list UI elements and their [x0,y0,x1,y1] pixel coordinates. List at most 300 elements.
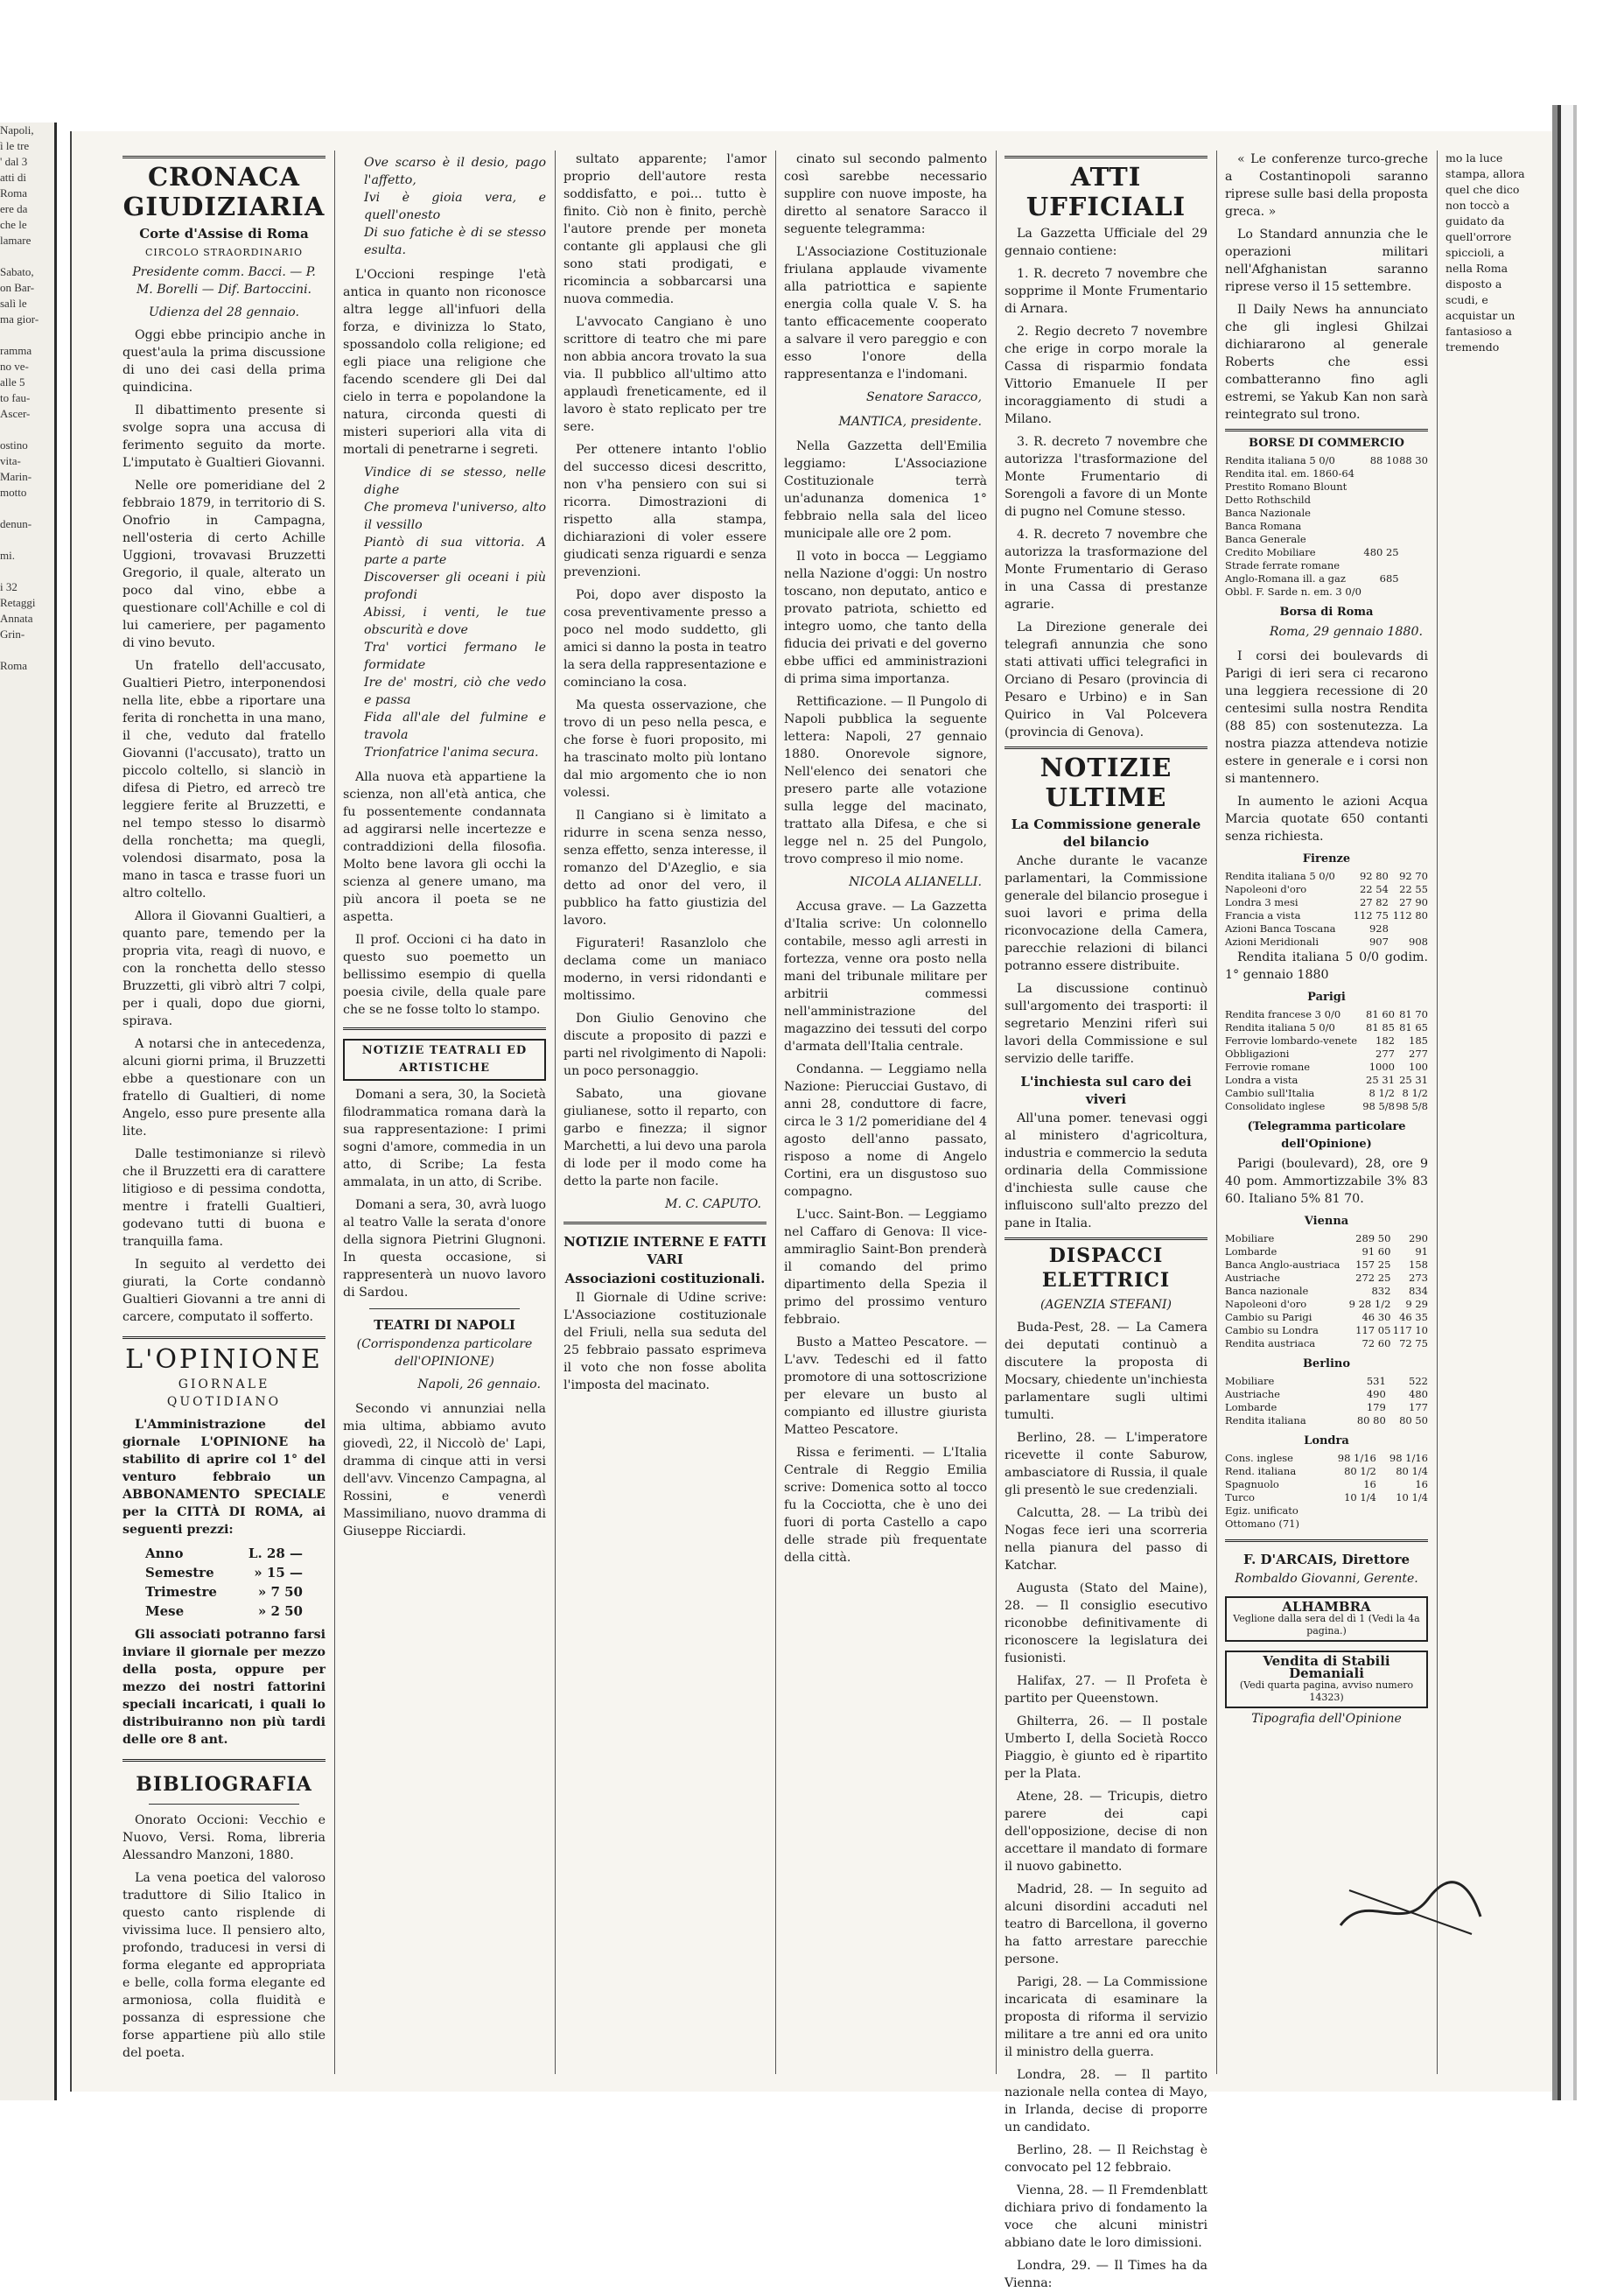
quote-value: 522 [1409,1375,1428,1387]
quote-value: 22 55 [1399,883,1428,895]
quote-value: 81 85 [1366,1021,1395,1034]
quote-value: 92 80 [1359,870,1389,882]
fragment-line: lamare [0,234,32,247]
quote-value: 80 50 [1399,1414,1428,1426]
circolo-label: CIRCOLO STRAORDINARIO [144,247,304,258]
paragraph: I corsi dei boulevards di Parigi di ieri sera ci recarono una leggiera recessione di 20 centesimi sulla nostra Rendita (88 85) con sostenutezza. La nostra piazza attendeva notizie estere in generale e i corsi non si mantennero. [1225,649,1428,786]
quote-value: 22 54 [1359,883,1389,895]
quote-value: 16 [1363,1478,1376,1490]
text-line: acquistar un [1446,309,1516,322]
borse-row [1225,467,1428,480]
borse-row [1225,585,1428,599]
security-name: Obbl. F. Sarde n. em. 3 0/0 [1225,585,1362,598]
paragraph: Dalle testimonianze si rilevò che il Bruzzetti era di carattere litigioso e di pessima condotta, mentre i fratelli Gualtieri, godevano tutti di buona e tranquilla fama. [122,1147,326,1249]
quote-value: 98 1/16 [1389,1452,1428,1464]
column-rule [996,151,997,2074]
paragraph: Allora il Giovanni Gualtieri, a quanto pare, temendo per la propria vita, reagì di nuovo, e con la ronchetta dello stesso Bruzzetti, gli vibrò altri 7 colpi, per i quali, dopo due giorni, spirava. [122,909,326,1028]
quote-value [1363,467,1399,480]
paragraph: Sabato, una giovane giulianese, sotto il reparto, con garbo e finezza; il signor Marchetti, a lui devo una parola di lode per il modo come ha detto la parte non facile. [564,1087,766,1188]
borse-row [1225,559,1428,572]
quote-value: 92 70 [1399,870,1428,882]
parigi-row [1225,1008,1428,1021]
paragraph: L'avvocato Cangiano è uno scrittore di teatro che mi pare non abbia ancora trovato la sua via. Il pubblico all'ultimo atto applaudì freneticamente, ed il lavoro è stato replicato per tre sere. [564,315,766,434]
dispatch: Londra, 29. — Il Times ha da Vienna: [1004,2259,1208,2290]
signature: Senatore Saracco, [865,390,982,404]
alhambra-ad: ALHAMBRA Veglione dalla sera del dì 1 (Vedi la 4a pagina.) [1225,1596,1428,1642]
quote-value: 91 60 [1362,1245,1391,1258]
quote-value: 100 [1409,1061,1428,1073]
borse-row [1225,546,1428,559]
price-row: Trimestre » 7 50 [145,1584,303,1600]
quote-value [1399,533,1428,546]
paragraph: In seguito al verdetto dei giurati, la Corte condannò Gualtieri Giovanni a tre anni di carcere, computato il sofferto. [122,1258,326,1324]
quote-value [1363,559,1399,572]
vienna-row [1225,1232,1428,1245]
quote-value: 289 50 [1355,1232,1391,1244]
firenze-table [1225,870,1428,949]
paragraph: Il Cangiano si è limitato a ridurre in scena senza nesso, senza effetto, senza interesse, il romanzo del D'Azeglio, e sia detto ad onor del vero, il pubblico ha fatto giustizia del lavoro. [564,809,766,928]
paragraph: 2. Regio decreto 7 novembre che erige in corpo morale la Cassa di risparmio fondata Vittorio Emanuele II per incoraggiamento di studi a Milano. [1004,325,1208,426]
dispatch: Londra, 28. — Il partito nazionale nella contea di Mayo, in Irlanda, decise di proporre un candidato. [1004,2068,1208,2134]
borse-row [1225,533,1428,546]
quote-value: 46 30 [1362,1311,1391,1323]
borse-row [1225,572,1428,585]
quote-value: 832 [1371,1285,1391,1297]
fragment-line: on Bar- [0,281,35,294]
security-name: Rendita italiana 5 0/0 [1225,870,1335,882]
security-name: Cambio su Parigi [1225,1311,1312,1323]
security-name: Ottomano (71) [1225,1517,1299,1530]
verse-quote: Vindice di se stesso, nelle dighe Che promeva l'universo, alto il vessillo Piantò di sua vittoria. A parte a parte Discoverser gli oceani i più profondi Abissi, i venti, le tue obscurità e dove Tra' vortici fermano le formidate Ire de' mostri, ciò che vedo e passa Fida all'ale del fulmine e travola Trionfatrice l'anima secura. [364,466,546,760]
column-3 [564,151,766,2074]
dispatch: Madrid, 28. — In seguito ad alcuni disordini accaduti nel teatro di Barcellona, il governo ha fatto arrestare parecchie persone. [1004,1882,1208,1966]
londra-table [1225,1452,1428,1531]
security-name: Rendita italiana [1225,1414,1306,1426]
dispatch: Calcutta, 28. — La tribù dei Nogas fece ieri una scorreria nella pianura del passo di Katchar. [1004,1506,1208,1573]
paragraph: 4. R. decreto 7 novembre che autorizza la trasformazione del Monte Frumentario di Geraso in una Cassa di prestanze agrarie. [1004,528,1208,612]
dispacci-heading: DISPACCI ELETTRICI [1004,1237,1208,1293]
security-name: Egiz. unificato [1225,1504,1298,1517]
fragment-line [0,642,54,658]
text-line: quell'orrore [1446,230,1512,243]
londra-row [1225,1478,1428,1491]
fragment-line: Retaggi [0,596,36,609]
security-name: Banca Generale [1225,533,1306,545]
paragraph: cinato sul secondo palmento così sarebbe necessario supplire con nuove imposte, ha diretto al senatore Saracco il seguente telegramma: [784,152,987,236]
quote-value: 480 [1409,1388,1428,1400]
vienna-table [1225,1232,1428,1350]
borse-heading: BORSE DI COMMERCIO [1225,429,1428,452]
borsa-roma-date: Roma, 29 gennaio 1880. [1269,625,1423,639]
dispatch: Atene, 28. — Tricupis, dietro parere dei capi dell'opposizione, decise di non accettare il mandato di formare il nuovo gabinetto. [1004,1790,1208,1874]
column-5 [1004,151,1208,2290]
cronaca-heading: CRONACA GIUDIZIARIA [122,156,326,221]
column-6 [1225,151,1428,2074]
paragraph: Don Giulio Genovino che discute a proposito di pazzi e parti nel rivolgimento di Napoli: un poco personaggio. [564,1012,766,1078]
quote-value: 10 1/4 [1344,1491,1376,1503]
quote-value: 490 [1366,1388,1386,1400]
fragment-line: i 32 [0,580,18,593]
quote-value: 46 35 [1399,1311,1428,1323]
paragraph: Busto a Matteo Pescatore. — L'avv. Tedeschi ed il fatto promotore di una sottoscrizione per elevare un busto al compianto ed illustre giurista Matteo Pescatore. [784,1335,987,1437]
firenze-row [1225,883,1428,896]
text-line: spiccioli, a [1446,246,1505,259]
paragraph: Accusa grave. — La Gazzetta d'Italia scrive: Un colonnello contabile, messo agli arresti in fortezza, venne ora posto nella mani del tribunale militare per arbitrii commessi nell'amministrazione del magazzino dei tessuti del corpo d'armata dell'Italia centrale. [784,900,987,1054]
vienna-row [1225,1272,1428,1285]
londra-row [1225,1465,1428,1478]
column-rule [1437,151,1438,2074]
paragraph: Rettificazione. — Il Pungolo di Napoli pubblica la seguente lettera: Napoli, 27 gennaio 1880. Onorevole signore, Nell'elenco dei senatori che presero parte alle votazione sulla legge del macinato, trattato alla Difesa, e che si legge nel n. 25 del Pungolo, trovo compreso il mio nome. [784,695,987,866]
security-name: Lombarde [1225,1245,1278,1258]
paragraph: Poi, dopo aver disposto la cosa preventivamente presso a poco nel modo suddetto, gli amici si danno la posta in teatro la sera della rappresentazione e cominciano la cosa. [564,588,766,690]
firenze-row [1225,909,1428,922]
vienna-row [1225,1337,1428,1350]
parigi-table [1225,1008,1428,1113]
paragraph: Ma questa osservazione, che trovo di un peso nella pesca, e che forse è fuori proposito, mi ha trascinato molto più lontano dal mio argomento che io non volessi. [564,698,766,800]
quote-value: 112 75 [1353,909,1389,922]
newspaper-page [70,131,1552,2290]
quote-value: 531 [1366,1375,1386,1387]
text-line: quel che dico [1446,183,1520,196]
court-name: Corte d'Assise di Roma [139,226,309,242]
security-name: Turco [1225,1491,1255,1503]
paragraph: Nella Gazzetta dell'Emilia leggiamo: L'Associazione Costituzionale terrà un'adunanza domenica 1° febbraio nella sala del liceo municipale alle ore 2 pom. [784,439,987,541]
quote-value: 88 10 [1369,454,1399,466]
berlino-row [1225,1401,1428,1414]
column-2 [343,151,546,2074]
fragment-line: Roma [0,186,28,200]
text-line: nella Roma [1446,262,1508,275]
quote-value [1399,507,1428,520]
quote-value [1399,585,1428,599]
bilancio-subheading: La Commissione generale del bilancio [1011,817,1201,850]
fragment-line [0,532,54,548]
fragment-line: ma gior- [0,312,39,326]
firenze-row [1225,896,1428,909]
fragment-line: denun- [0,517,32,530]
column-rule [555,151,556,2074]
quote-value: 72 60 [1362,1337,1391,1349]
quote-value: 27 82 [1359,896,1389,908]
paragraph: Il voto in bocca — Leggiamo nella Nazione d'oggi: Un nostro toscano, non deputato, antico e provato patriota, schietto ed integro uomo, che tanto della fiducia dei privati e del governo ebbe uffici ed amministrazioni di prima sima importanza. [784,550,987,686]
quote-value: 98 5/8 [1396,1100,1428,1112]
dispatch: Augusta (Stato del Maine), 28. — Il consiglio esecutivo riconobbe definitivamente di riconoscere la legislatura dei fusionisti. [1004,1581,1208,1665]
vienna-row [1225,1258,1428,1272]
price-row: Anno L. 28 — [145,1546,303,1561]
security-name: Londra a vista [1225,1074,1298,1086]
paragraph: Rissa e ferimenti. — L'Italia Centrale di Reggio Emilia scrive: Domenica sotto al tocco fu la Cocciotta, che è uno dei fuori di porta Castello a capo delle strade più frequentate della città. [784,1446,987,1565]
security-name: Credito Mobiliare [1225,546,1316,558]
quote-value: 80 1/4 [1396,1465,1428,1477]
signature: NICOLA ALIANELLI. [849,875,982,889]
parigi-row [1225,1074,1428,1087]
napoli-heading: TEATRI DI NAPOLI [374,1317,515,1333]
paragraph: sultato apparente; l'amor proprio dell'autore resta soddisfatto, e poi... tutto è finito. Ciò non è finito, perchè l'autore prende per moneta contante gli applausi che gli sono stati prodigati, e ricomincia a sobbarcarsi una nuova commedia. [564,152,766,306]
quote-value: 10 1/4 [1396,1491,1428,1503]
fragment-line: Annata [0,612,33,625]
quote-value: 25 31 [1366,1074,1395,1086]
londra-heading: Londra [1304,1434,1349,1447]
column-7-partial [1446,151,1549,2074]
fragment-line: mi. [0,549,15,562]
quote-value: 480 25 [1363,546,1399,558]
text-line: tremendo [1446,340,1500,354]
security-name: Londra 3 mesi [1225,896,1298,908]
vienna-heading: Vienna [1304,1215,1349,1228]
fragment-line: Sabato, [0,265,34,278]
berlino-table [1225,1375,1428,1427]
security-name: Prestito Romano Blount [1225,480,1348,493]
quote-value: 157 25 [1355,1258,1391,1271]
security-name: Ferrovie romane [1225,1061,1311,1073]
opinione-announce: L'Amministrazione del giornale L'OPINIONE ha stabilito di aprire col 1° del venturo febbraio un ABBONAMENTO SPECIALE per la CITTÀ DI ROMA, ai seguenti prezzi: [122,1418,326,1537]
quote-value: 98 5/8 [1362,1100,1395,1112]
column-rule [334,151,335,2074]
borse-row [1225,454,1428,467]
security-name: Azioni Banca Toscana [1225,922,1336,935]
security-name: Azioni Meridionali [1225,936,1320,948]
security-name: Detto Rothschild [1225,494,1311,506]
borse-row [1225,520,1428,533]
quote-value: 277 [1409,1048,1428,1060]
paragraph: Condanna. — Leggiamo nella Nazione: Pierucciai Gustavo, di anni 28, conduttore di facre, circa le 3 1/2 pomeridiane del 4 agosto dell'anno passato, risposo a nome di Angelo Cortini, era un disgustoso suo compagno. [784,1062,987,1199]
column-1 [122,151,326,2074]
fragment-line [0,564,54,579]
paragraph: Oggi ebbe principio anche in quest'aula la prima discussione di uno dei casi della prima quindicina. [122,328,326,395]
security-name: Rendita italiana 5 0/0 [1225,1021,1335,1034]
dispatch: Halifax, 27. — Il Profeta è partito per Queenstown. [1004,1674,1208,1706]
paragraph: Per ottenere intanto l'oblio del successo dicesi descritto, non v'ha pensiero con sui si ricorra. Dimostrazioni di rispetto alla stampa, dichiarazioni di voler essere giudicati senza riguardi e senza prevenzioni. [564,443,766,579]
fragment-line: alle 5 [0,375,25,389]
dispatch: Buda-Pest, 28. — La Camera dei deputati continuò a discutere la proposta di Mocsary, chiedente un'inchiesta parlamentare sugli ultimi tumulti. [1004,1321,1208,1422]
quote-value: 685 [1379,572,1399,585]
court-president: Presidente comm. Bacci. — P. M. Borelli — Dif. Bartoccini. [132,265,316,297]
price-row: Semestre » 15 — [145,1565,303,1581]
firenze-row [1225,922,1428,936]
quote-value [1399,467,1428,480]
cronaca-body [122,326,326,1326]
fragment-line [0,249,54,264]
parigi-row [1225,1100,1428,1113]
divider [369,1308,520,1309]
quote-value [1363,520,1399,533]
opinione-title: L'OPINIONE [125,1344,323,1375]
quote-value: 834 [1409,1285,1428,1297]
paragraph: Figurateri! Rasanzlolo che declama come un maniaco moderno, in versi ridondanti e moltissimo. [564,936,766,1003]
berlino-row [1225,1375,1428,1388]
paragraph: 3. R. decreto 7 novembre che autorizza l'trasformazione del Monte Frumentario di Sorengoli a favore di un Monte di pugno nel Comune stesso. [1004,435,1208,519]
quote-value: 185 [1409,1034,1428,1047]
dispatch: Ghilterra, 26. — Il postale Umberto I, della Società Rocco Piaggio, è giunto ed è ripartito per la Plata. [1004,1714,1208,1781]
quote-value [1363,585,1399,599]
text-line: disposto a [1446,277,1502,291]
inchiesta-subheading: L'inchiesta sul caro dei viveri [1020,1074,1192,1107]
security-name: Lombarde [1225,1401,1278,1413]
security-name: Banca Nazionale [1225,507,1311,519]
security-name: Rendita ital. em. 1860-64 [1225,467,1354,480]
vienna-row [1225,1298,1428,1311]
divider [149,1804,299,1805]
quote-value: 1000 [1368,1061,1395,1073]
fragment-line: vita- [0,454,21,467]
director-name: F. D'ARCAIS, Direttore [1242,1552,1410,1567]
quote-value: 81 65 [1399,1021,1428,1034]
security-name: Banca nazionale [1225,1285,1309,1297]
security-name: Banca Anglo-austriaca [1225,1258,1340,1271]
opinione-subtitle: GIORNALE QUOTIDIANO [166,1377,282,1409]
security-name: Austriache [1225,1272,1280,1284]
quote-value: 177 [1409,1401,1428,1413]
quote-value: 277 [1376,1048,1395,1060]
fragment-line [0,327,54,343]
quote-value [1376,1504,1428,1517]
notizie-ultime-heading: NOTIZIE ULTIME [1004,746,1208,812]
fragment-line: ì le tre [0,139,30,152]
security-name: Mobiliare [1225,1232,1275,1244]
quote-value: 908 [1409,936,1428,948]
paragraph: La Direzione generale dei telegrafi annunzia che sono stati attivati uffici telegrafici in Orciano di Pesaro (provincia di Pesaro e Urbino) e in San Quirico in Val Polcevera (provincia di Genova). [1004,620,1208,739]
fragment-line: ' dal 3 [0,155,28,168]
quote-value: 158 [1409,1258,1428,1271]
londra-row [1225,1452,1428,1465]
security-name: Strade ferrate romane [1225,559,1340,571]
paragraph: La Gazzetta Ufficiale del 29 gennaio contiene: [1004,227,1208,258]
quote-value [1325,1504,1376,1517]
article-signature: M. C. CAPUTO. [664,1197,761,1211]
printer-name: Tipografia dell'Opinione [1251,1712,1402,1726]
quote-value [1363,533,1399,546]
security-name: Cambio su Londra [1225,1324,1319,1336]
dispacci-subheading: (AGENZIA STEFANI) [1040,1298,1172,1312]
left-page-fragment [0,123,57,2100]
security-name: Spagnuolo [1225,1478,1279,1490]
verse-quote: Ove scarso è il desio, pago l'affetto, Ivi è gioia vera, e quell'onesto Di suo fatiche è di se stesso esulta. [364,156,546,257]
paragraph: L'Associazione Costituzionale friulana applaude vivamente alla patriottica e sapiente energia colla quale V. S. ha tanto efficacemente cooperato a salvare il vero pareggio e con esso l'onore della rappresentanza e l'indomani. [784,245,987,382]
divider [343,1027,546,1030]
bibliografia-heading: BIBLIOGRAFIA [136,1773,312,1796]
berlino-heading: Berlino [1302,1357,1351,1370]
security-name: Banca Romana [1225,520,1302,532]
security-name: Rendita italiana 5 0/0 [1225,454,1335,466]
quote-value: 117 05 [1355,1324,1391,1336]
paragraph: All'una pomer. tenevasi oggi al ministero d'agricoltura, industria e commercio la seduta ordinaria della Commissione d'inchiesta sulle cause che influiscono sull'alto prezzo del pane in Italia. [1004,1111,1208,1230]
paragraph: Rendita italiana 5 0/0 godim. 1° gennaio 1880 [1225,950,1428,982]
quote-value: 16 [1415,1478,1428,1490]
quote-value [1399,520,1428,533]
fragment-line: Roma [0,659,28,672]
fragment-line: atti di [0,171,26,184]
firenze-heading: Firenze [1302,852,1351,866]
security-name: Francia a vista [1225,909,1301,922]
paragraph: Domani a sera, 30, la Società filodrammatica romana darà la sua rappresentazione: I primi sogni d'amore, commedia in un atto, di Scribe; La festa ammalata, in un atto, di Scribe. [343,1088,546,1189]
fragment-line: motto [0,486,27,499]
borse-table [1225,454,1428,599]
opinione-note: Gli associati potranno farsi inviare il giornale per mezzo della posta, oppure per mezzo dei nostri fattorini speciali incaricati, i quali lo distribuiranno non più tardi delle ore 8 ant. [122,1628,326,1747]
quote-value [1376,1517,1428,1531]
text-line: guidato da [1446,214,1505,228]
quote-value: 182 [1376,1034,1395,1047]
quote-value: 290 [1409,1232,1428,1244]
quote-value: 80 80 [1356,1414,1386,1426]
quote-value: 928 [1368,922,1389,935]
signature: MANTICA, presidente. [838,415,982,429]
theatre-heading: NOTIZIE TEATRALI ED ARTISTICHE [343,1039,546,1081]
quote-value: 8 1/2 [1402,1087,1428,1099]
telegramma-label: (Telegramma particolare dell'Opinione) [1247,1120,1406,1151]
price-row: Mese » 2 50 [145,1603,303,1619]
security-name: Rendita austriaca [1225,1337,1316,1349]
paragraph: Onorato Occioni: Vecchio e Nuovo, Versi. Roma, libreria Alessandro Manzoni, 1880. [122,1813,326,1862]
fragment-line [0,422,54,438]
quote-value [1399,480,1428,494]
vienna-row [1225,1285,1428,1298]
security-name: Cambio sull'Italia [1225,1087,1315,1099]
borsa-roma-heading: Borsa di Roma [1279,606,1374,619]
fragment-line: no ve- [0,360,29,373]
quote-value [1363,480,1399,494]
stabili-ad: Vendita di Stabili Demaniali (Vedi quarta pagina, avviso numero 14323) [1225,1651,1428,1708]
quote-value: 9 29 [1405,1298,1428,1310]
quote-value [1325,1517,1376,1531]
fragment-line: Marin- [0,470,32,483]
quote-value: 80 1/2 [1344,1465,1376,1477]
paragraph: Il dibattimento presente si svolge sopra una accusa di ferimento seguito da morte. L'imputato è Gualtieri Giovanni. [122,403,326,470]
security-name: Anglo-Romana ill. a gaz [1225,572,1346,585]
fragment-line: Grin- [0,627,25,641]
parigi-row [1225,1087,1428,1100]
text-line: scudi, e [1446,293,1488,306]
news-heading: NOTIZIE INTERNE E FATTI VARI [564,1234,766,1267]
paragraph: Secondo vi annunziai nella mia ultima, abbiamo avuto giovedì, 22, il Niccolò de' Lapi, dramma di cinque atti in versi dell'avv. Vincenzo Campagna, al Rossini, e venerdì Massimiliano, nuovo dramma di Giuseppe Ricciardi. [343,1402,546,1539]
fragment-line: Ascer- [0,407,31,420]
security-name: Austriache [1225,1388,1280,1400]
quote-value [1399,572,1428,585]
atti-ufficiali-heading: ATTI UFFICIALI [1004,156,1208,221]
dispatch: Berlino, 28. — L'imperatore ricevette il conte Saburow, ambasciatore di Russia, il quale gli presentò le sue credenziali. [1004,1431,1208,1497]
text-line: fantasioso a [1446,325,1512,338]
right-page-edge [1552,105,1624,2100]
column-rule [1216,151,1217,2074]
quote-value [1399,494,1428,507]
parigi-row [1225,1021,1428,1034]
opinione-advertisement [122,1336,326,1762]
quote-value: 81 60 [1366,1008,1395,1020]
quote-value: 98 1/16 [1337,1452,1376,1464]
security-name: Obbligazioni [1225,1048,1290,1060]
paragraph: In aumento le azioni Acqua Marcia quotate 650 contanti senza richiesta. [1225,795,1428,844]
parigi-row [1225,1048,1428,1061]
quote-value [1399,559,1428,572]
vienna-row [1225,1311,1428,1324]
paragraph: Parigi (boulevard), 28, ore 9 40 pom. Ammortizzabile 3% 83 60. Italiano 5% 81 70. [1225,1157,1428,1206]
vienna-row [1225,1324,1428,1337]
quote-value [1399,546,1428,559]
security-name: Cons. inglese [1225,1452,1293,1464]
paragraph: 1. R. decreto 7 novembre che sopprime il Monte Frumentario di Arnara. [1004,267,1208,316]
paragraph: A notarsi che in antecedenza, alcuni giorni prima, il Bruzzetti ebbe a questionare con un fratello di Gualtieri, di nome Angelo, esso pure presente alla lite. [122,1037,326,1139]
londra-row [1225,1491,1428,1504]
dispatch: Berlino, 28. — Il Reichstag è convocato pel 12 febbraio. [1004,2143,1208,2175]
paragraph: Nelle ore pomeridiane del 2 febbraio 1879, in territorio di S. Onofrio in Campagna, nell'osteria di certo Achille Uggioni, trovavasi Bruzzetti Gregorio, il quale, alterato un poco dal vino, ebbe a questionare coll'Achille e col di lui cameriere, per pagamento di vino bevuto. [122,479,326,650]
quote-value: 27 90 [1399,896,1428,908]
gerente-name: Rombaldo Giovanni, Gerente. [1235,1572,1418,1586]
security-name: Napoleoni d'oro [1225,1298,1307,1310]
quote-value: 272 25 [1355,1272,1391,1284]
borse-row [1225,507,1428,520]
quote-value [1389,922,1428,936]
paragraph: Lo Standard annunzia che le operazioni militari nell'Afghanistan saranno riprese verso il 15 settembre. [1225,228,1428,294]
text-line: non toccò a [1446,199,1510,212]
